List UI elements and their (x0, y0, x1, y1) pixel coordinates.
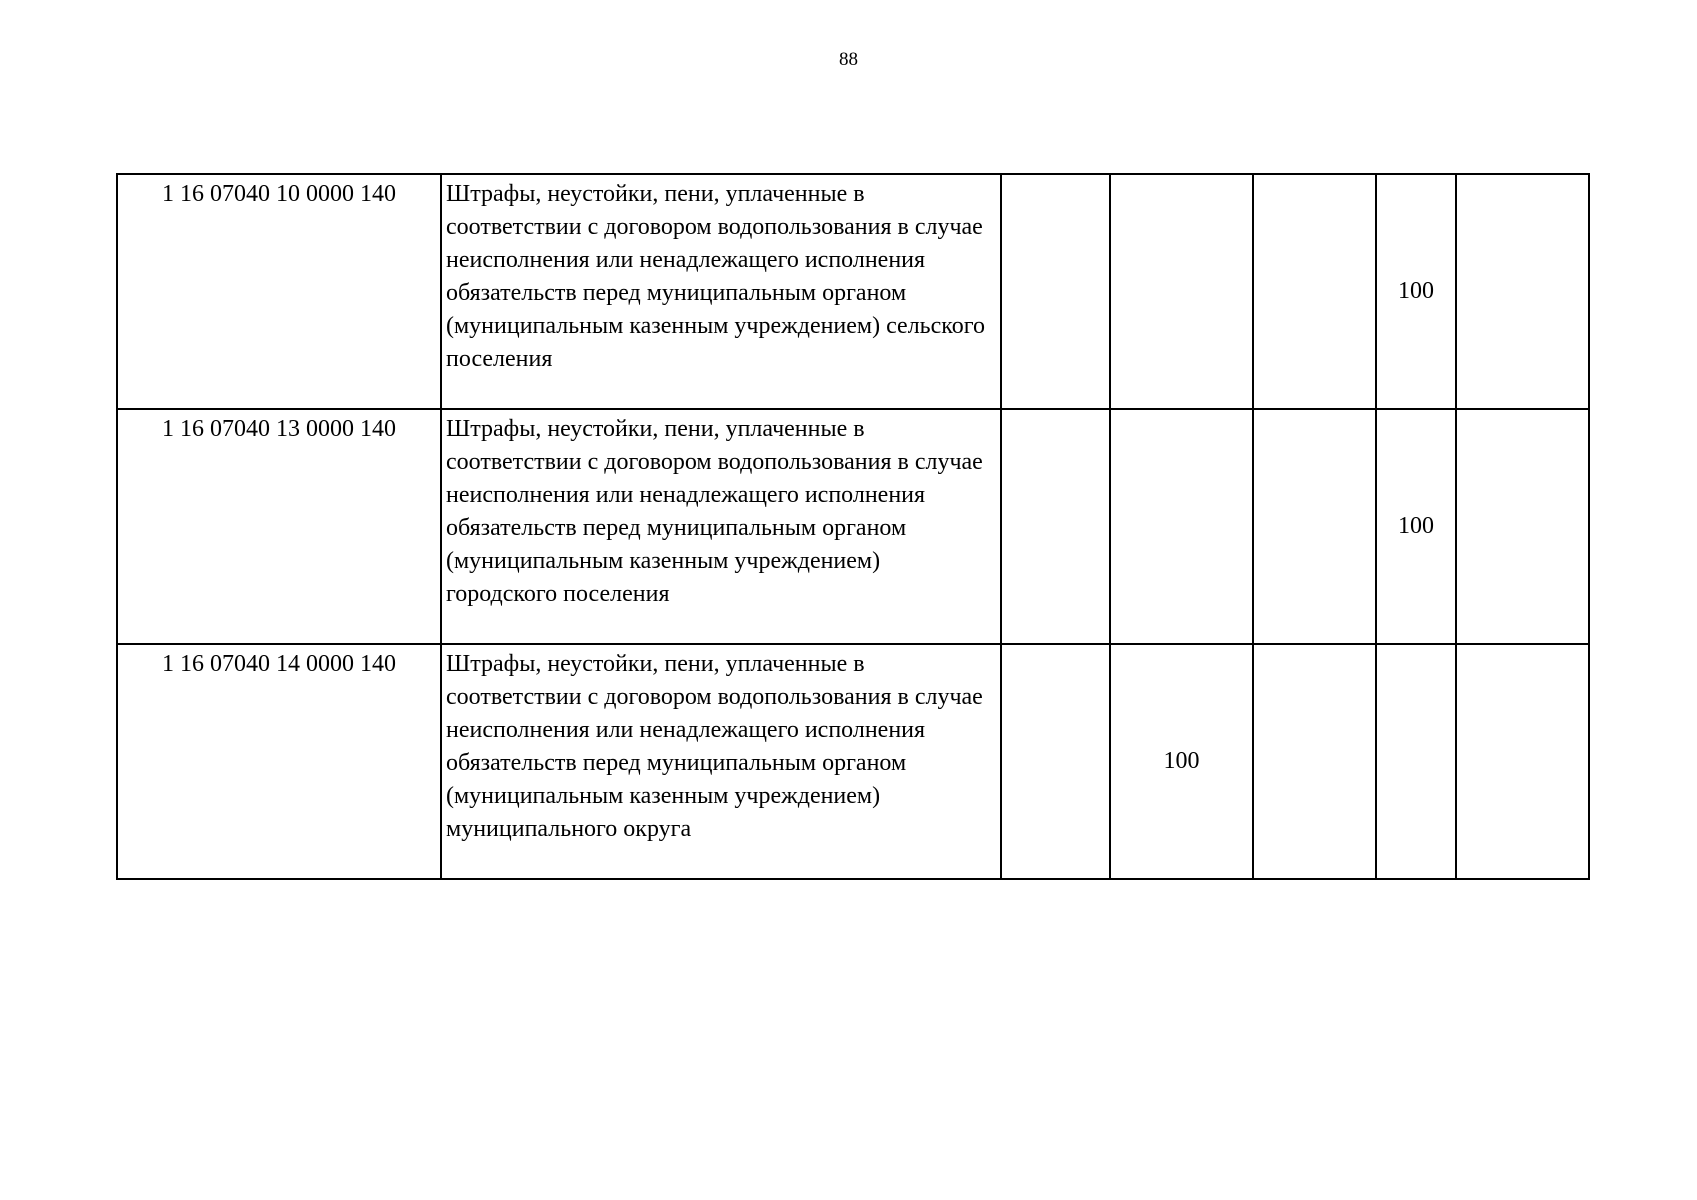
value-cell-3 (1253, 409, 1376, 644)
value-cell-5 (1456, 409, 1589, 644)
description-cell: Штрафы, неустойки, пени, уплаченные в соответствии с договором водопользования в случае неисполнения или ненадлежащего исполнения обязательств перед муниципальным органом (муниципальным казенным учреждением) сельского поселения (441, 174, 1001, 409)
description-cell: Штрафы, неустойки, пени, уплаченные в соответствии с договором водопользования в случае неисполнения или ненадлежащего исполнения обязательств перед муниципальным органом (муниципальным казенным учреждением) городского поселения (441, 409, 1001, 644)
budget-code-cell: 1 16 07040 14 0000 140 (117, 644, 441, 879)
table-row (117, 174, 1589, 409)
value-cell-4: 100 (1376, 409, 1456, 644)
value-cell-1 (1001, 174, 1110, 409)
value-cell-3 (1253, 644, 1376, 879)
revenue-classification-table (116, 173, 1590, 880)
budget-code-cell: 1 16 07040 10 0000 140 (117, 174, 441, 409)
value-cell-4: 100 (1376, 174, 1456, 409)
table-row (117, 644, 1589, 879)
value-cell-5 (1456, 644, 1589, 879)
value-cell-2 (1110, 174, 1253, 409)
value-cell-2 (1110, 409, 1253, 644)
value-cell-1 (1001, 409, 1110, 644)
budget-code-cell: 1 16 07040 13 0000 140 (117, 409, 441, 644)
value-cell-4 (1376, 644, 1456, 879)
value-cell-5 (1456, 174, 1589, 409)
value-cell-2: 100 (1110, 644, 1253, 879)
table-row (117, 409, 1589, 644)
description-cell: Штрафы, неустойки, пени, уплаченные в соответствии с договором водопользования в случае неисполнения или ненадлежащего исполнения обязательств перед муниципальным органом (муниципальным казенным учреждением) муниципального округа (441, 644, 1001, 879)
page-number: 88 (839, 49, 858, 70)
value-cell-1 (1001, 644, 1110, 879)
value-cell-3 (1253, 174, 1376, 409)
